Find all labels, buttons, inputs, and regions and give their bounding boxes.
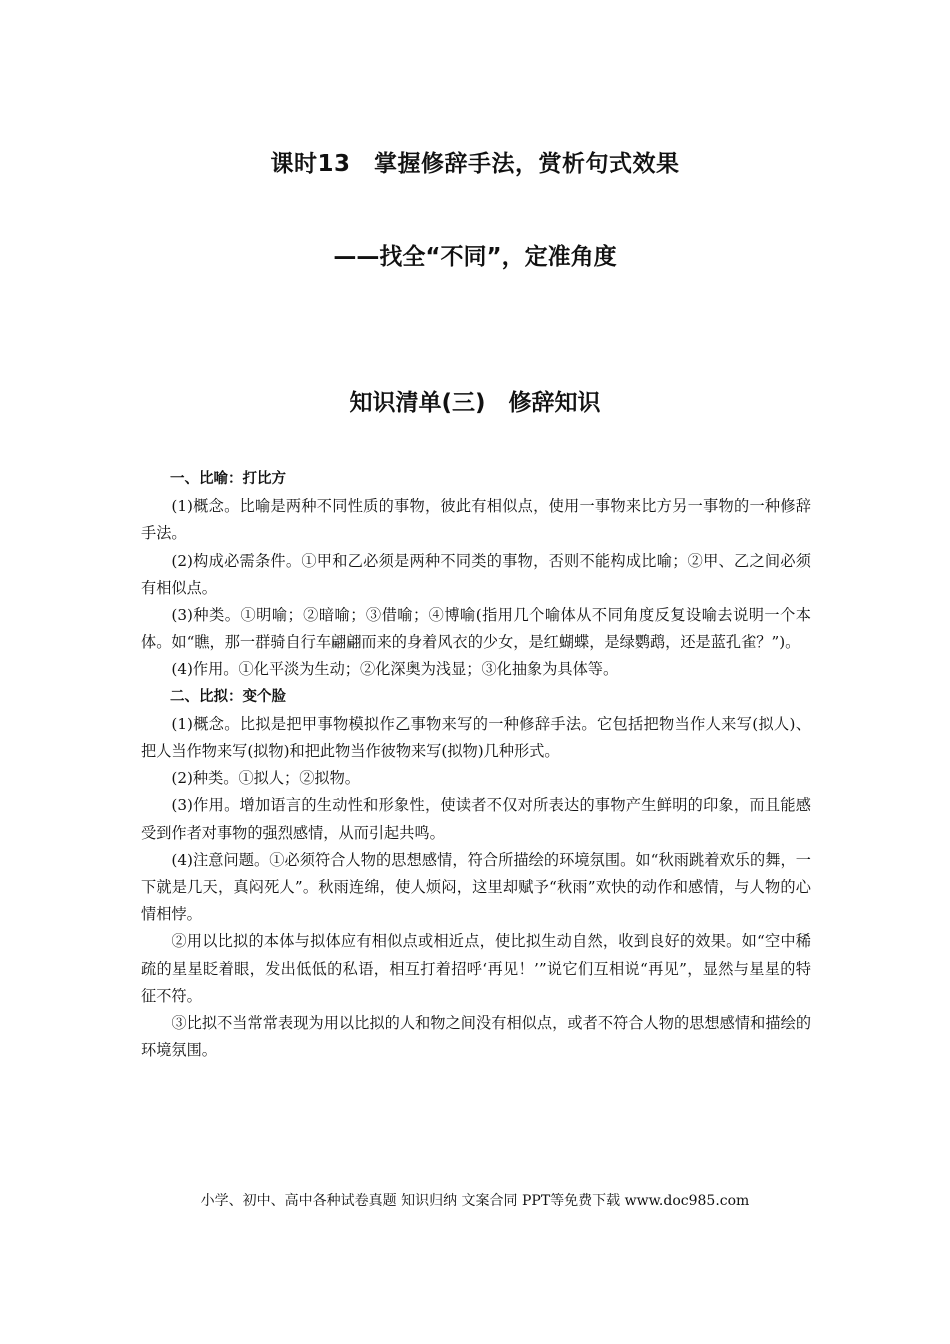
section-heading: 二、比拟：变个脸 <box>170 688 286 705</box>
paragraph: (2)构成必需条件。①甲和乙必须是两种不同类的事物，否则不能构成比喻；②甲、乙之间必须有相似点。 <box>141 551 811 597</box>
paragraph: (4)注意问题。①必须符合人物的思想感情，符合所描绘的环境氛围。如“秋雨跳着欢乐的舞，一下就是几天，真闷死人”。秋雨连绵，使人烦闷，这里却赋予“秋雨”欢快的动作和感情，与人物的心情相悖。 <box>141 850 811 924</box>
body-content <box>141 466 811 1064</box>
page-footer: 小学、初中、高中各种试卷真题 知识归纳 文案合同 PPT等免费下载 www.doc985.com <box>200 1193 750 1209</box>
paragraph: (4)作用。①化平淡为生动；②化深奥为浅显；③化抽象为具体等。 <box>171 660 619 679</box>
section-heading: 一、比喻：打比方 <box>170 471 286 487</box>
paragraph: (2)种类。①拟人；②拟物。 <box>171 769 360 788</box>
paragraph: ③比拟不当常常表现为用以比拟的人和物之间没有相似点，或者不符合人物的思想感情和描绘的环境氛围。 <box>141 1014 811 1060</box>
section-title: 知识清单(三) 修辞知识 <box>349 390 601 416</box>
lesson-subtitle: ——找全“不同”，定准角度 <box>333 244 617 270</box>
paragraph: (3)种类。①明喻；②暗喻；③借喻；④博喻(指用几个喻体从不同角度反复设喻去说明一个本体。如“瞧，那一群骑自行车翩翩而来的身着风衣的少女，是红蝴蝶，是绿鹦鹉，还是蓝孔雀？”)。 <box>141 606 811 652</box>
paragraph: ②用以比拟的本体与拟体应有相似点或相近点，使比拟生动自然，收到良好的效果。如“空中稀疏的星星眨着眼，发出低低的私语，相互打着招呼‘再见！’”说它们互相说“再见”，显然与星星的特征不符。 <box>141 932 811 1005</box>
paragraph: (1)概念。比拟是把甲事物模拟作乙事物来写的一种修辞手法。它包括把物当作人来写(拟人)、把人当作物来写(拟物)和把此物当作彼物来写(拟物)几种形式。 <box>141 714 811 761</box>
paragraph: (3)作用。增加语言的生动性和形象性，使读者不仅对所表达的事物产生鲜明的印象，而且能感受到作者对事物的强烈感情，从而引起共鸣。 <box>141 796 811 842</box>
paragraph: (1)概念。比喻是两种不同性质的事物，彼此有相似点，使用一事物来比方另一事物的一种修辞手法。 <box>141 497 811 543</box>
lesson-title: 课时13 掌握修辞手法，赏析句式效果 <box>270 151 680 177</box>
